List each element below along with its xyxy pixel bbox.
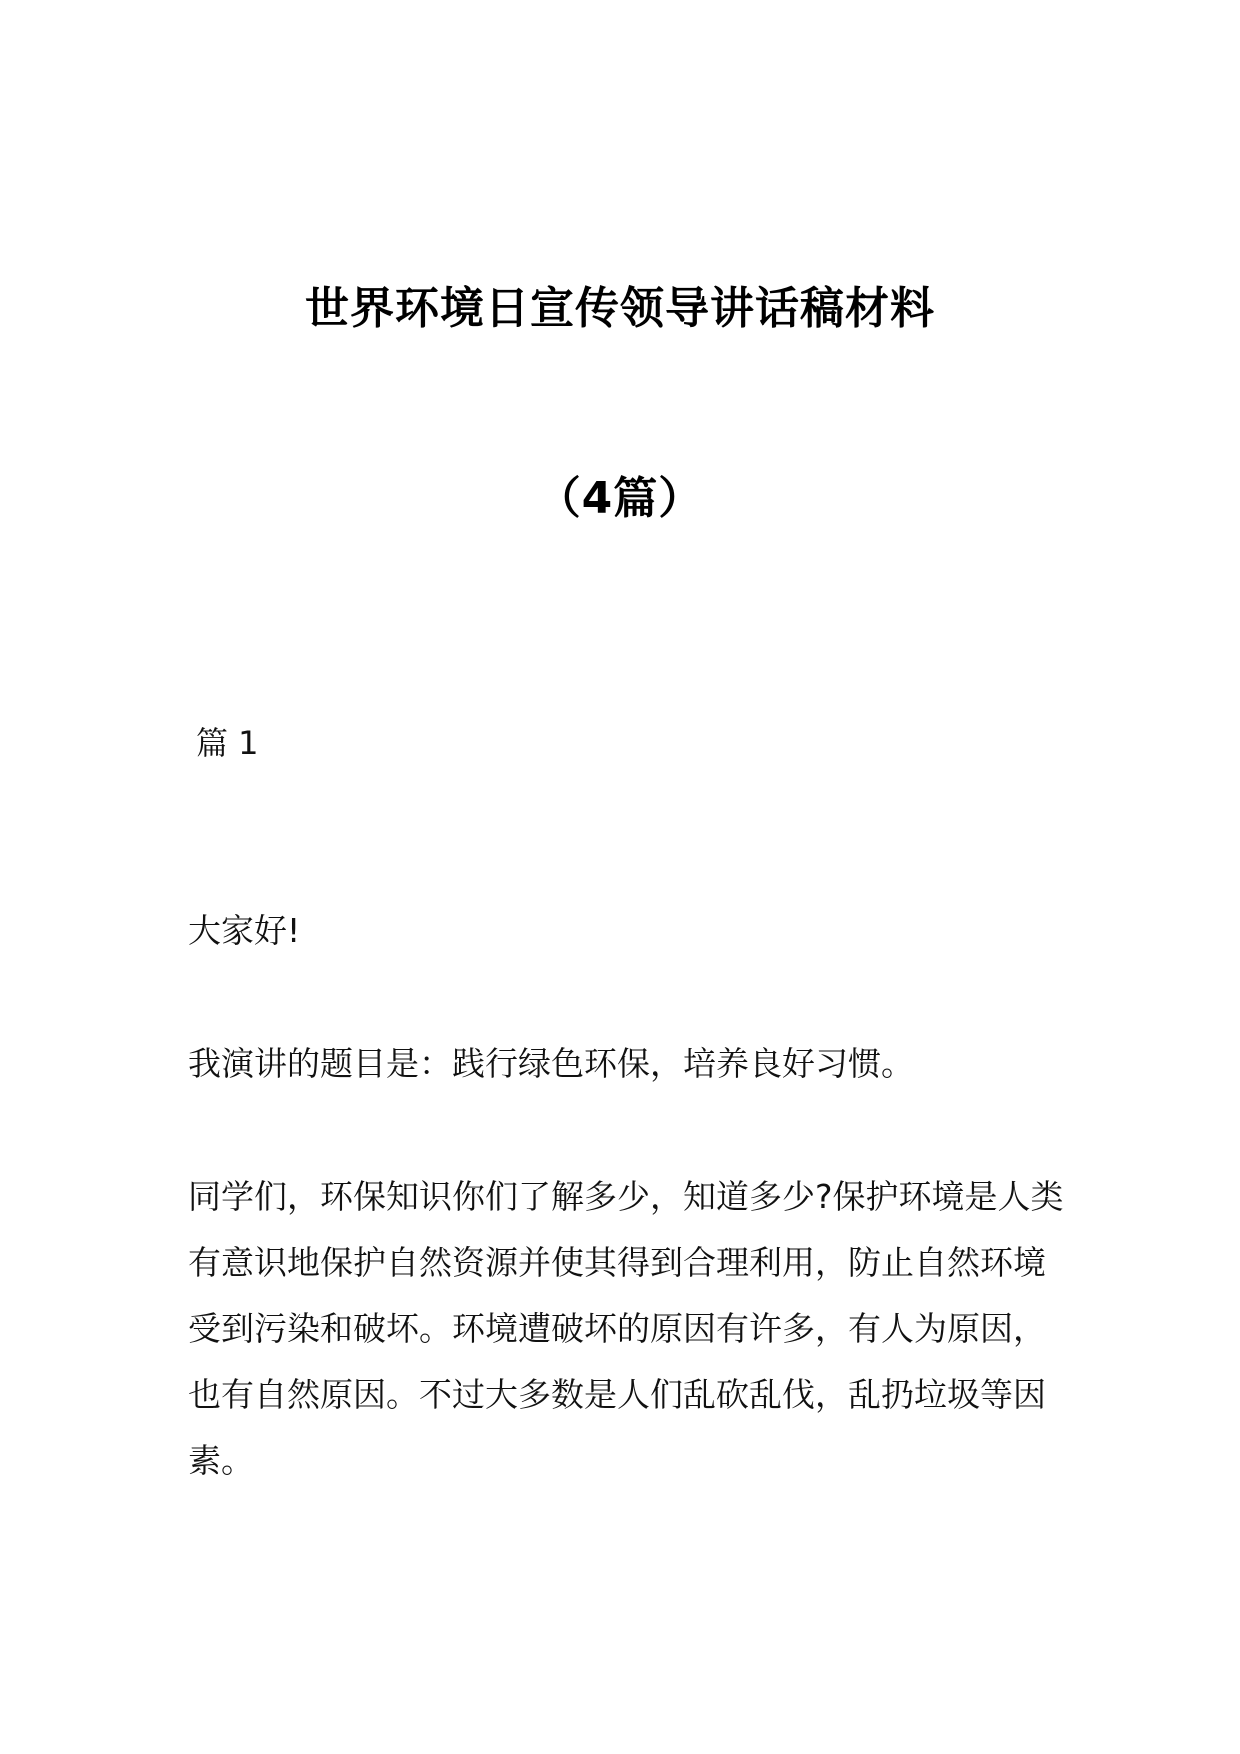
paragraph-topic: 我演讲的题目是：践行绿色环保，培养良好习惯。 <box>188 1044 914 1083</box>
paragraph-body: 同学们，环保知识你们了解多少，知道多少?保护环境是人类有意识地保护自然资源并使其得到合理利用，防止自然环境受到污染和破坏。环境遭破坏的原因有许多，有人为原因，也有自然原因。不过大多数是人们乱砍乱伐，乱扔垃圾等因素。 <box>188 1177 1064 1480</box>
document-subtitle: （4篇） <box>536 473 704 524</box>
paragraph-greeting: 大家好! <box>188 911 301 950</box>
section-label: 篇 1 <box>196 724 259 762</box>
document-title: 世界环境日宣传领导讲话稿材料 <box>305 283 935 334</box>
